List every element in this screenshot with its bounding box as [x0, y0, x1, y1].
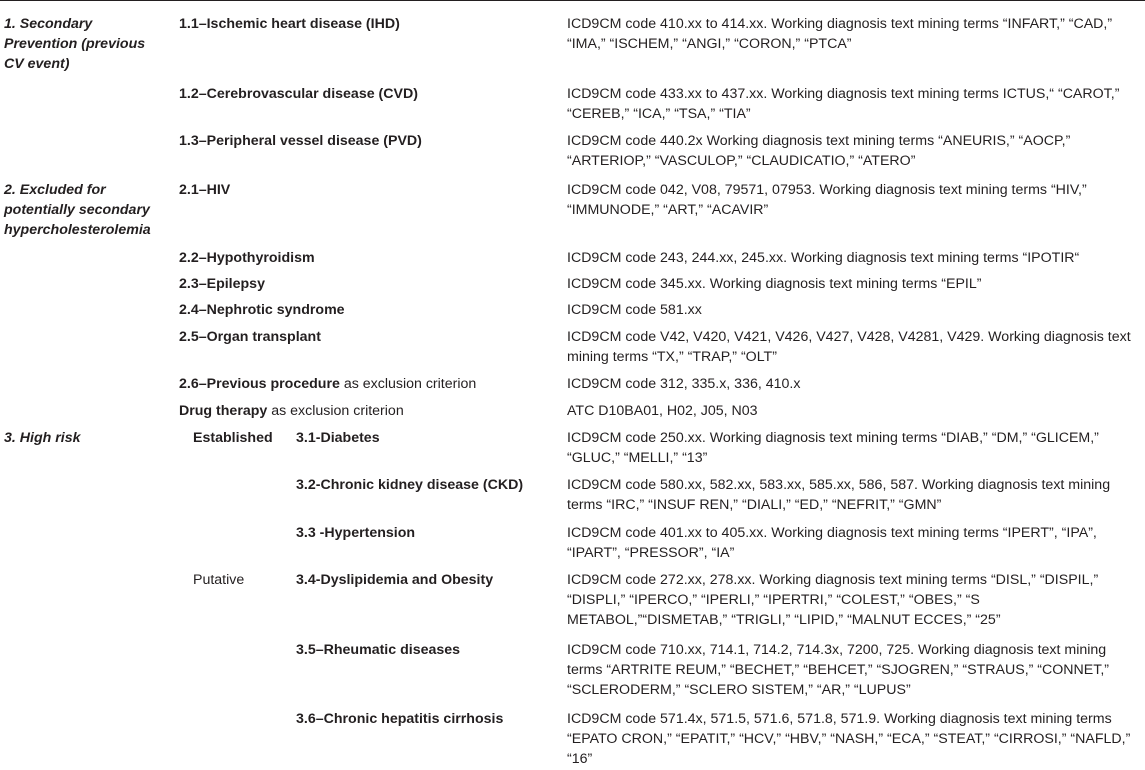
row-codes-ihd: ICD9CM code 410.xx to 414.xx. Working diagnosis text mining terms “INFART,” “CAD,” “IMA,” “ISCHEM,” “ANGI,” “CORON,” “PTCA” [567, 16, 1113, 52]
row-codes-drug-therapy: ATC D10BA01, H02, J05, N03 [567, 403, 758, 419]
row-label-ckd: 3.2-Chronic kidney disease (CKD) [296, 477, 524, 493]
row-codes-diabetes: ICD9CM code 250.xx. Working diagnosis text mining terms “DIAB,” “DM,” “GLICEM,” “GLUC,” “MELLI,” “13” [567, 430, 1099, 466]
row-codes-dyslipidemia: ICD9CM code 272.xx, 278.xx. Working diagnosis text mining terms “DISL,” “DISPIL,” “DISPLI,” “IPERCO,” “IPERLI,” “IPERTRI,” “COLEST,” “OBES,” “S METABOL,”“DISMETAB,” “TRIGLI,” “LIPID,” “MALNUT ECCES,” “25” [567, 572, 1099, 628]
row-label-pvd: 1.3–Peripheral vessel disease (PVD) [179, 133, 422, 149]
subgroup-established: Established [193, 430, 273, 446]
row-label-nephrotic: 2.4–Nephrotic syndrome [179, 302, 345, 318]
row-label-dyslipidemia: 3.4-Dyslipidemia and Obesity [296, 572, 494, 588]
row-codes-pvd: ICD9CM code 440.2x Working diagnosis text mining terms “ANEURIS,” “AOCP,” “ARTERIOP,” “VASCULOP,” “CLAUDICATIO,” “ATERO” [567, 133, 1071, 169]
group-high-risk: 3. High risk [4, 430, 81, 446]
row-codes-ckd: ICD9CM code 580.xx, 582.xx, 583.xx, 585.xx, 586, 587. Working diagnosis text mining terms “IRC,” “INSUF REN,” “DIALI,” “ED,” “NEFRIT,” “GMN” [567, 477, 1111, 513]
group-excluded: 2. Excluded for potentially secondary hypercholesterolemia [4, 182, 151, 238]
subgroup-putative: Putative [193, 572, 245, 588]
row-label-ihd: 1.1–Ischemic heart disease (IHD) [179, 16, 400, 32]
row-codes-transplant: ICD9CM code V42, V420, V421, V426, V427, V428, V4281, V429. Working diagnosis text mining terms “TX,” “TRAP,” “OLT” [567, 329, 1131, 365]
row-codes-hepatitis: ICD9CM code 571.4x, 571.5, 571.6, 571.8, 571.9. Working diagnosis text mining terms “EPATO CRON,” “EPATIT,” “HCV,” “HBV,” “NASH,” “ECA,” “STEAT,” “CIRROSI,” “NAFLD,” “16” [567, 711, 1131, 767]
row-codes-previous-procedure: ICD9CM code 312, 335.x, 336, 410.x [567, 376, 801, 392]
row-label-cvd: 1.2–Cerebrovascular disease (CVD) [179, 86, 418, 102]
row-label-diabetes: 3.1-Diabetes [296, 430, 380, 446]
row-codes-epilepsy: ICD9CM code 345.xx. Working diagnosis text mining terms “EPIL” [567, 276, 982, 292]
row-label-hepatitis: 3.6–Chronic hepatitis cirrhosis [296, 711, 504, 727]
row-label-hypertension: 3.3 -Hypertension [296, 525, 416, 541]
label-bold-part: Drug therapy [179, 403, 268, 419]
row-codes-hypothyroidism: ICD9CM code 243, 244.xx, 245.xx. Working diagnosis text mining terms “IPOTIR“ [567, 250, 1080, 266]
row-codes-hypertension: ICD9CM code 401.xx to 405.xx. Working diagnosis text mining terms “IPERT”, “IPA”, “IPART”, “PRESSOR”, “IA” [567, 525, 1097, 561]
row-label-hypothyroidism: 2.2–Hypothyroidism [179, 250, 315, 266]
label-bold-part: 2.6–Previous procedure [179, 376, 340, 392]
row-label-transplant: 2.5–Organ transplant [179, 329, 321, 345]
row-codes-nephrotic: ICD9CM code 581.xx [567, 302, 702, 318]
row-label-rheumatic: 3.5–Rheumatic diseases [296, 642, 461, 658]
label-suffix: as exclusion criterion [339, 376, 477, 392]
group-secondary-prevention: 1. Secondary Prevention (previous CV event) [4, 16, 146, 72]
row-label-drug-therapy [179, 401, 549, 421]
label-suffix: as exclusion criterion [267, 403, 404, 419]
table-top-rule [0, 0, 1145, 1]
row-label-hiv: 2.1–HIV [179, 182, 231, 198]
row-codes-hiv: ICD9CM code 042, V08, 79571, 07953. Working diagnosis text mining terms “HIV,” “IMMUNODE,” “ART,” “ACAVIR” [567, 182, 1087, 218]
row-codes-cvd: ICD9CM code 433.xx to 437.xx. Working diagnosis text mining terms ICTUS,“ “CAROT,” “CEREB,” “ICA,” “TSA,” “TIA” [567, 86, 1120, 122]
row-label-epilepsy: 2.3–Epilepsy [179, 276, 265, 292]
row-label-previous-procedure [179, 374, 549, 394]
row-codes-rheumatic: ICD9CM code 710.xx, 714.1, 714.2, 714.3x, 7200, 725. Working diagnosis text mining terms “ARTRITE REUM,” “BECHET,” “BEHCET,” “SJOGREN,” “STRAUS,” “CONNET,” “SCLERODERM,” “SCLERO SISTEM,” “AR,” “LUPUS” [567, 642, 1110, 698]
